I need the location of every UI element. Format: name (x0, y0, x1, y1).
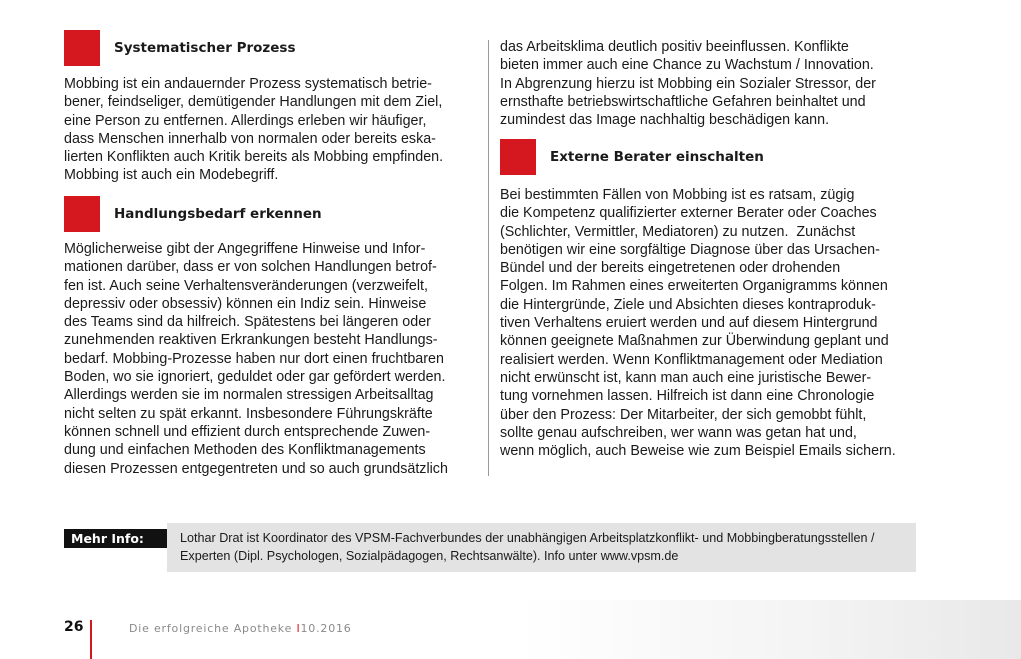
paragraph-systematischer-prozess: Mobbing ist ein andauernder Prozess systematisch betrie- bener, feindseliger, demütigender Handlungen mit dem Ziel, eine Person zu entfernen. Allerdings erleben wir häufiger, dass Menschen innerhalb von normalen oder bereits eska- lierten Konflikten auch Kritik bereits als Mobbing empfinden. Mobbing ist auch ein Modebegriff. (64, 76, 444, 184)
section-heading-handlungsbedarf (64, 196, 322, 232)
footer-separator: I (296, 622, 301, 635)
footer-red-bar (90, 620, 92, 659)
info-box: Lothar Drat ist Koordinator des VPSM-Fachverbundes der unabhängigen Arbeitsplatzkonflikt- und Mobbingberatungsstellen / Experten (Dipl. Psychologen, Sozialpädagogen, Rechtsanwälte). Info unter www.vpsm.de (167, 523, 916, 572)
info-label: Mehr Info: (64, 529, 167, 548)
column-divider (488, 40, 489, 476)
footer-shade (520, 600, 1021, 659)
red-square-marker (64, 196, 100, 232)
issue-date: 10.2016 (300, 622, 352, 635)
section-heading-externe-berater (500, 139, 764, 175)
footer-publication-line (129, 622, 352, 635)
red-square-marker (64, 30, 100, 66)
heading-text: Handlungsbedarf erkennen (114, 206, 322, 222)
red-square-marker (500, 139, 536, 175)
section-heading-systematischer-prozess (64, 30, 296, 66)
heading-text: Systematischer Prozess (114, 40, 296, 56)
paragraph-handlungsbedarf: Möglicherweise gibt der Angegriffene Hinweise und Infor- mationen darüber, dass er von solchen Handlungen betrof- fen ist. Auch seine Verhaltensveränderungen (verzweifelt, depressiv oder obsessiv) können ein Indiz sein. Hinweise des Teams sind da hilfreich. Spätestens bei längeren oder zunehmenden reaktiven Erkrankungen besteht Handlungs- bedarf. Mobbing-Prozesse haben nur dort einen fruchtbaren Boden, wo sie ignoriert, geduldet oder gar gefördert werden. Allerdings werden sie im normalen stressigen Arbeitsalltag nicht selten zu spät erkannt. Insbesondere Führungskräfte können schnell und effizient durch entsprechende Zuwen- dung und einfachen Methoden des Konfliktmanagements diesen Prozessen entgegentreten und so auch grundsätzlich (64, 241, 448, 477)
publication-name: Die erfolgreiche Apotheke (129, 622, 293, 635)
heading-text: Externe Berater einschalten (550, 149, 764, 165)
page-number: 26 (64, 619, 84, 635)
paragraph-externe-berater: Bei bestimmten Fällen von Mobbing ist es ratsam, zügig die Kompetenz qualifizierter externer Berater oder Coaches (Schlichter, Vermittler, Mediatoren) zu nutzen. Zunächst benötigen wir eine sorgfältige Diagnose über das Ursachen- Bündel und der bereits eingetretenen oder drohenden Folgen. Im Rahmen eines erweiterten Organigramms können die Hintergründe, Ziele und Absichten dieses kontraproduk- tiven Verhaltens eruiert werden und auf diesem Hintergrund können geeignete Maßnahmen zur Überwindung geplant und realisiert werden. Wenn Konfliktmanagement oder Mediation nicht erwünscht ist, kann man auch eine juristische Bewer- tung vornehmen lassen. Hilfreich ist dann eine Chronologie über den Prozess: Der Mitarbeiter, der sich gemobbt fühlt, sollte genau aufschreiben, wer wann was getan hat und, wenn möglich, auch Beweise wie zum Beispiel Emails sichern. (500, 187, 896, 460)
paragraph-continuation: das Arbeitsklima deutlich positiv beeinflussen. Konflikte bieten immer auch eine Chance zu Wachstum / Innovation. In Abgrenzung hierzu ist Mobbing ein Sozialer Stressor, der ernsthafte betriebswirtschaftliche Gefahren beinhaltet und zumindest das Image nachhaltig beschädigen kann. (500, 39, 876, 129)
